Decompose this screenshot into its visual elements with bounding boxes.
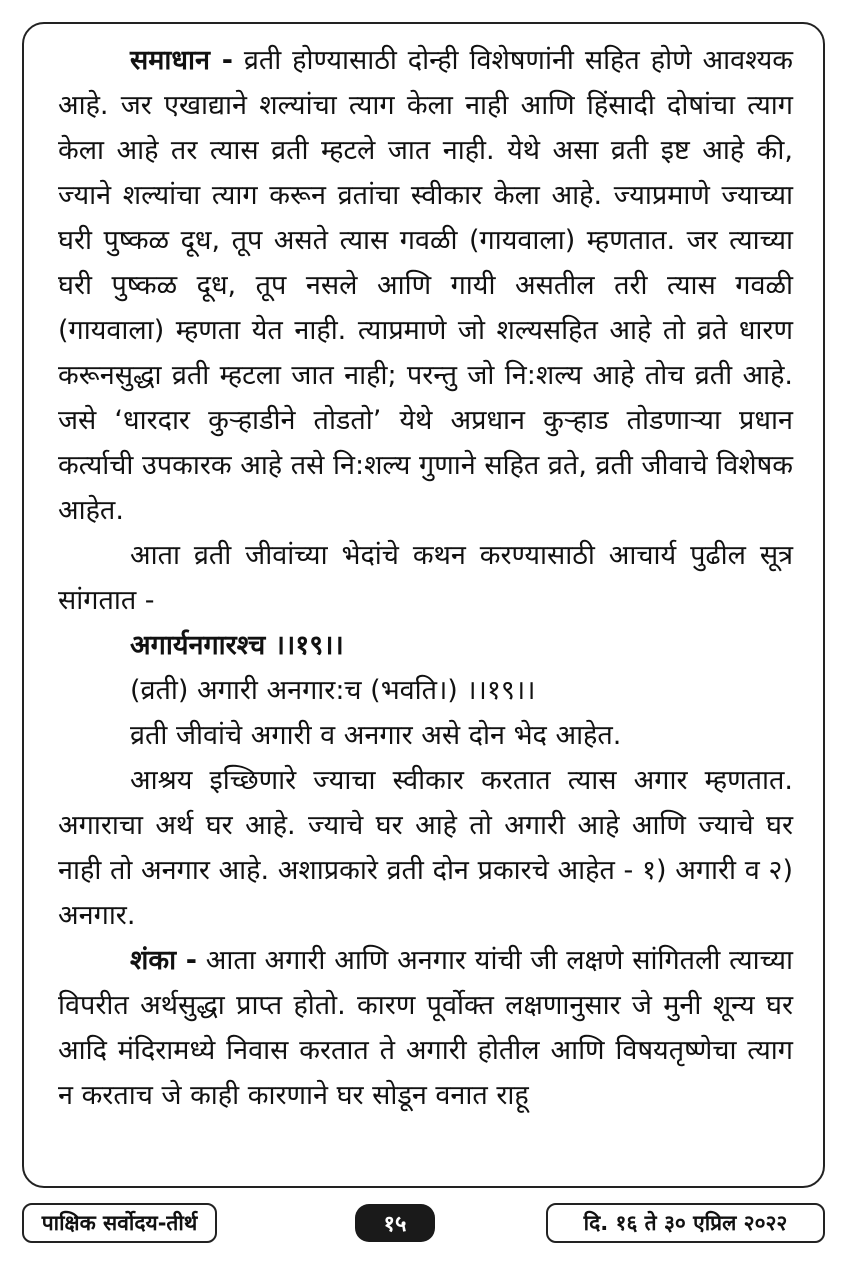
issue-date: दि. १६ ते ३० एप्रिल २०२२ xyxy=(546,1203,825,1243)
sutra-text: अगार्यनगारश्च ।।१९।। xyxy=(130,630,344,661)
paragraph-two-types: व्रती जीवांचे अगारी व अनगार असे दोन भेद आहेत. xyxy=(130,720,622,751)
paragraph-intro-sutra: आता व्रती जीवांच्या भेदांचे कथन करण्यासाठी आचार्य पुढील सूत्र सांगतात - xyxy=(58,540,793,616)
page-body xyxy=(58,38,793,1118)
paragraph-samadhan xyxy=(58,38,793,533)
publication-name: पाक्षिक सर्वोदय-तीर्थ xyxy=(22,1203,217,1243)
page-number: १५ xyxy=(355,1204,435,1242)
samadhan-label: समाधान - xyxy=(130,45,233,76)
sutra-line xyxy=(58,623,793,668)
shanka-text: आता अगारी आणि अनगार यांची जी लक्षणे सांगितली त्याच्या विपरीत अर्थसुद्धा प्राप्त होतो. कारण पूर्वोक्त लक्षणानुसार जे मुनी शून्य घर आदि मंदिरामध्ये निवास करतात ते अगारी होतील आणि विषयतृष्णेचा त्याग न करताच जे काही कारणाने घर सोडून वनात राहू xyxy=(58,945,793,1111)
sutra-meaning: (व्रती) अगारी अनगार:च (भवति।) ।।१९।। xyxy=(130,675,536,706)
paragraph-agar-definition: आश्रय इच्छिणारे ज्याचा स्वीकार करतात त्यास अगार म्हणतात. अगाराचा अर्थ घर आहे. ज्याचे घर आहे तो अगारी आहे आणि ज्याचे घर नाही तो अनगार आहे. अशाप्रकारे व्रती दोन प्रकारचे आहेत - १) अगारी व २) अनगार. xyxy=(58,765,793,931)
samadhan-text: व्रती होण्यासाठी दोन्ही विशेषणांनी सहित होणे आवश्यक आहे. जर एखाद्याने शल्यांचा त्याग केला नाही आणि हिंसादी दोषांचा त्याग केला आहे तर त्यास व्रती म्हटले जात नाही. येथे असा व्रती इष्ट आहे की, ज्याने शल्यांचा त्याग करून व्रतांचा स्वीकार केला आहे. ज्याप्रमाणे ज्याच्या घरी पुष्कळ दूध, तूप असते त्यास गवळी (गायवाला) म्हणतात. जर त्याच्या घरी पुष्कळ दूध, तूप नसले आणि गायी असतील तरी त्यास गवळी (गायवाला) म्हणता येत नाही. त्याप्रमाणे जो शल्यसहित आहे तो व्रते धारण करूनसुद्धा व्रती म्हटला जात नाही; परन्तु जो नि:शल्य आहे तोच व्रती आहे. जसे ‘धारदार कुऱ्हाडीने तोडतो’ येथे अप्रधान कुऱ्हाड तोडणाऱ्या प्रधान कर्त्याची उपकारक आहे तसे नि:शल्य गुणाने सहित व्रते, व्रती जीवाचे विशेषक आहेत. xyxy=(58,45,793,526)
paragraph-shanka xyxy=(58,938,793,1118)
shanka-label: शंका - xyxy=(130,945,197,976)
